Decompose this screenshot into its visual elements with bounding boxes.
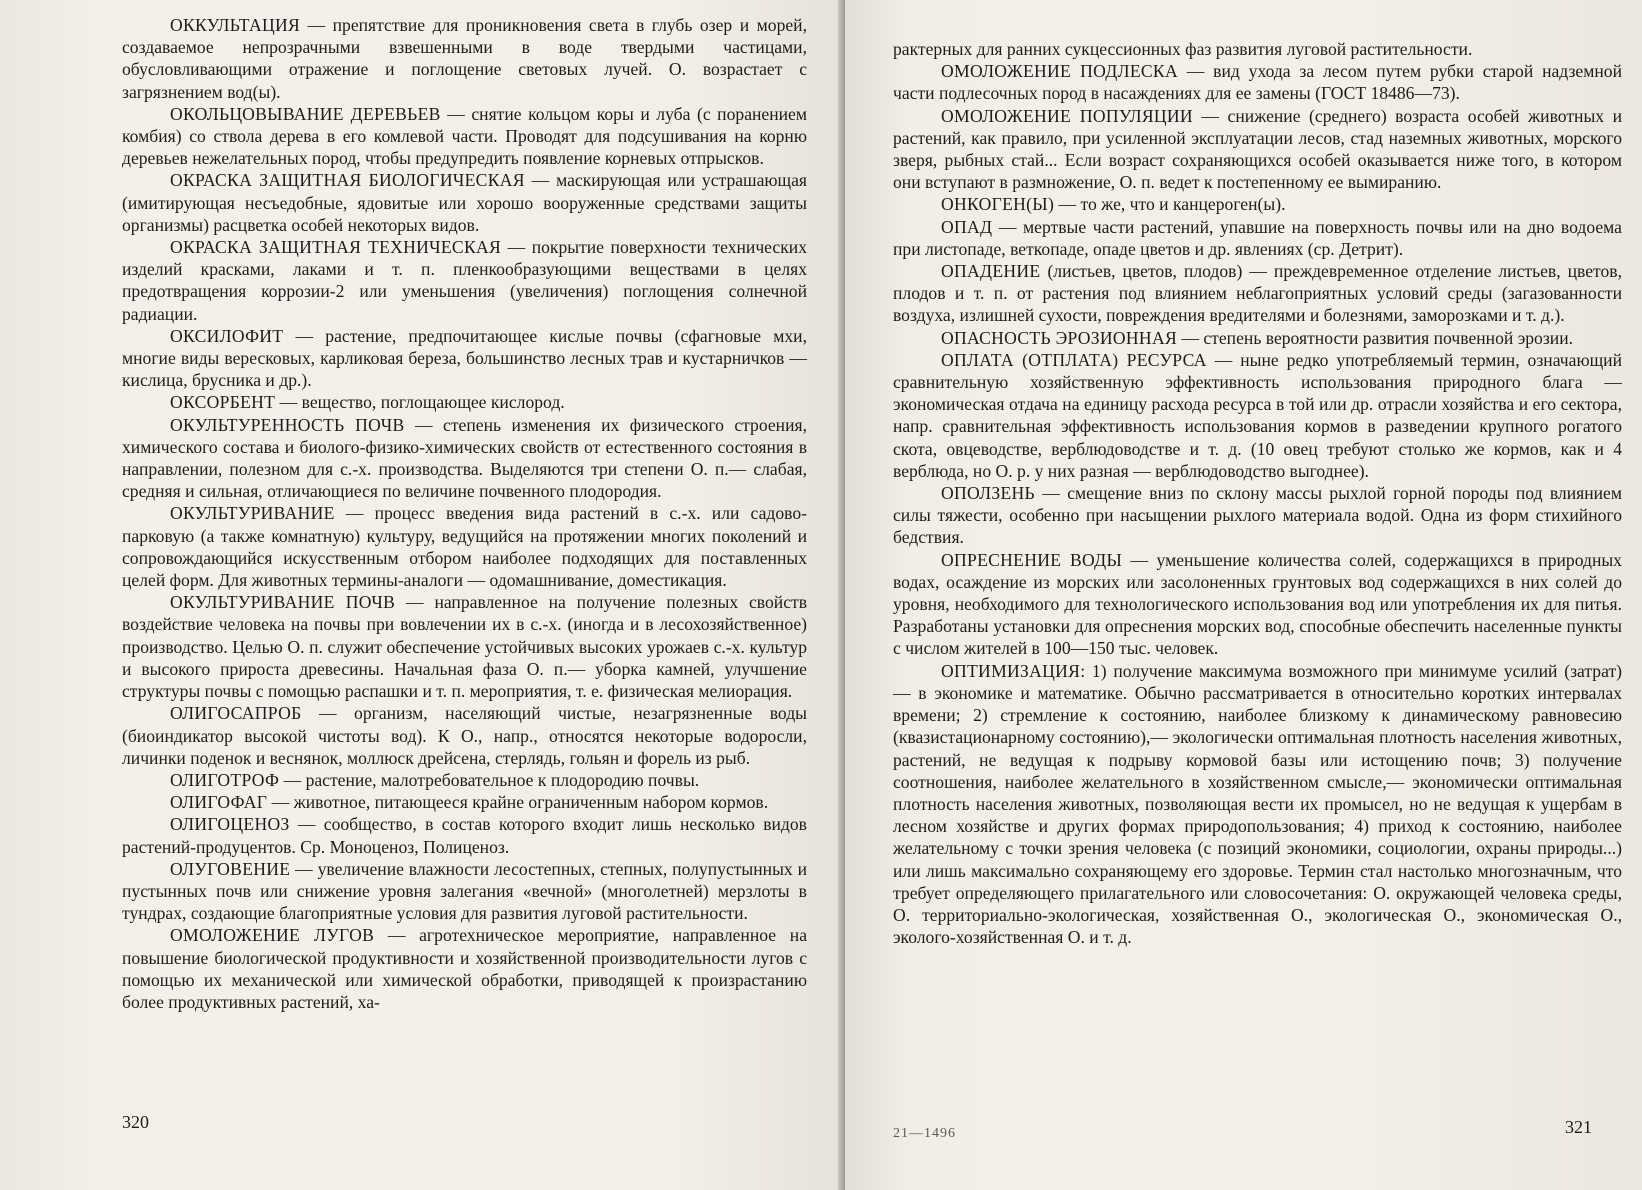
entry-term: ОПАДЕНИЕ [941, 261, 1041, 282]
entry-definition: — мертвые части растений, упавшие на поверхность почвы или на дно водоема при листопаде, веткопаде, опаде цветов и др. явлениях (ср. Детрит). [893, 216, 1622, 259]
entry-definition: — организм, населяющий чистые, незагрязненные воды (биоиндикатор высокой чистоты вод). К О., напр., относятся некоторые водоросли, личинки поденок и веснянок, моллюск дрейсена, стерлядь, гольян и форель из рыб. [122, 703, 807, 768]
right-page-text [893, 38, 1622, 948]
entry-term: ОНКОГЕН(Ы) [941, 194, 1055, 215]
entry-term: ОКУЛЬТУРЕННОСТЬ ПОЧВ [170, 414, 405, 435]
page-number: 320 [122, 1112, 149, 1132]
entry-definition: (листьев, цветов, плодов) — преждевременное отделение листьев, цветов, плодов и т. п. от растения под влиянием неблагоприятных условий среды (загазованности воздуха, излишней сухости, повреждения вредителями и болезнями, заморозками и т. д.). [893, 261, 1622, 326]
entry-term: ОПЛАТА (ОТПЛАТА) РЕСУРСА [941, 349, 1207, 370]
entry-term: ОКРАСКА ЗАЩИТНАЯ БИОЛОГИЧЕСКАЯ [170, 170, 525, 191]
entry-term: ОЛУГОВЕНИЕ [170, 858, 291, 879]
entry-term: ОПОЛЗЕНЬ [941, 483, 1035, 504]
dictionary-entry [122, 169, 807, 236]
entry-term: ОКРАСКА ЗАЩИТНАЯ ТЕХНИЧЕСКАЯ [170, 237, 502, 258]
dictionary-entry [893, 327, 1622, 349]
dictionary-entry [122, 103, 807, 170]
entry-definition: — маскирующая или устрашающая (имитирующая несъедобные, ядовитые или хорошо вооруженные средствами защиты организмы) расцветка особей некоторых видов. [122, 170, 807, 235]
dictionary-entry [122, 14, 807, 103]
entry-term: ОЛИГОЦЕНОЗ [170, 814, 290, 835]
entry-definition: — увеличение влажности лесостепных, степных, полупустынных и пустынных почв или снижение уровня залегания «вечной» (многолетней) мерзлоты в тундрах, создающие благоприятные условия для развития луговой растительности. [122, 858, 807, 924]
entry-definition: — агротехническое мероприятие, направленное на повышение биологической продуктивности и хозяйственной производительности лугов с помощью их механической или химической обработки, приводящей к произрастанию более продуктивных растений, ха- [122, 925, 808, 1012]
entry-definition: — то же, что и канцероген(ы). [1054, 194, 1286, 215]
right-page [845, 0, 1642, 1190]
entry-definition: — снижение (среднего) возраста особей животных и растений, как правило, при усиленной эксплуатации лесов, стад наземных животных, морского зверя, рыбных стай... Если возраст сохраняющихся особей оказывается ниже того, в котором они вступают в размножение, О. п. ведет к постепенному ее вымиранию. [893, 105, 1622, 193]
left-page-text [122, 14, 807, 1013]
entry-definition: : 1) получение максимума возможного при минимуме усилий (затрат) — в экономике и математике. Обычно рассматривается в относительно коротких интервалах времени; 2) стремление к состоянию, наиболее близкому к динамическому равновесию (квазистационарному состоянию),— экологически оптимальная плотность населения животных, растений, не ведущая к подрыву кормовой базы или истощению почв; 3) получение соотношения, наиболее желательного в хозяйственном смысле,— экономически оптимальная плотность населения животных, позволяющая вести их промысел, но не ведущая к ущербам в лесном хозяйстве и других формах природопользования; 4) приход к состоянию, наиболее желательному с точки зрения человека (с позиций экономики, социологии, охраны природы...) или лишь максимально сохраняющему его здоровье. Термин стал настолько многозначным, что требует определяющего прилагательного или словосочетания: О. окружающей человека среды, О. территориально-экологическая, хозяйственная О., экологическая О., экономическая О., эколого-хозяйственная О. и т. д. [893, 660, 1622, 948]
dictionary-entry [122, 591, 807, 702]
entry-term: ОКУЛЬТУРИВАНИЕ ПОЧВ [170, 592, 396, 613]
entry-definition: — вид ухода за лесом путем рубки старой надземной части подлесочных пород в насаждениях для ее замены (ГОСТ 18486—73). [893, 61, 1622, 104]
entry-term: ОПРЕСНЕНИЕ ВОДЫ [941, 549, 1123, 570]
entry-definition: — степень вероятности развития почвенной эрозии. [1176, 327, 1574, 348]
dictionary-entry [122, 391, 807, 413]
entry-term: ОПТИМИЗАЦИЯ [941, 660, 1081, 681]
entry-definition: — ныне редко употребляемый термин, означающий сравнительную хозяйственную эффективность использования природного блага — экономическая отдача на единицу расхода ресурса в той или др. отрасли хозяйства и его сектора, напр. сравнительная эффективность использования кормов в разведении крупного рогатого скота, овцеводстве, верблюдоводстве и т. д. (10 овец требуют столько же кормов, как и 4 верблюда, но О. р. у них разная — верблюдоводство выгоднее). [893, 349, 1622, 481]
entry-term: ОМОЛОЖЕНИЕ ПОДЛЕСКА [941, 61, 1178, 82]
dictionary-entry [122, 769, 807, 791]
dictionary-entry [893, 660, 1622, 949]
entry-term: ОЛИГОФАГ [170, 792, 268, 813]
entry-term: ОККУЛЬТАЦИЯ [170, 15, 301, 35]
dictionary-entry [122, 414, 807, 503]
entry-term: ОКОЛЬЦОВЫВАНИЕ ДЕРЕВЬЕВ [170, 103, 441, 124]
entry-definition: — покрытие поверхности технических изделий красками, лаками и т. п. пленкообразующими веществами в целях предотвращения коррозии-2 или уменьшения (увеличения) поглощения солнечной радиации. [122, 237, 808, 324]
dictionary-entry [122, 236, 807, 325]
dictionary-entry [893, 549, 1622, 660]
entry-term: ОПАСНОСТЬ ЭРОЗИОННАЯ [941, 327, 1177, 348]
entry-definition: — вещество, поглощающее кислород. [275, 392, 565, 413]
dictionary-entry [122, 325, 807, 392]
dictionary-entry [122, 791, 807, 813]
dictionary-entry [122, 813, 807, 857]
dictionary-entry [122, 924, 807, 1013]
entry-definition: — снятие кольцом коры и луба (с поранением комбия) со ствола дерева в его комлевой части. Проводят для подсушивания на корню деревьев нежелательных пород, чтобы предупредить появление корневых отпрысков. [122, 103, 807, 169]
entry-definition: — уменьшение количества солей, содержащихся в природных водах, осаждение из морских или засолоненных грунтовых вод содержащихся в них солей до уровня, необходимого для технологического использования вод или употребления их для питья. Разработаны установки для опреснения морских вод, способные обеспечить населенные пункты с числом жителей в 100—150 тыс. человек. [893, 549, 1622, 659]
entry-definition: — препятствие для проникновения света в глубь озер и морей, создаваемое непрозрачными взвешенными в воде твердыми частицами, обусловливающими отражение и поглощение световых лучей. О. возрастает с загрязнением вод(ы). [122, 15, 807, 102]
entry-term: ОПАД [941, 216, 993, 237]
dictionary-entry [893, 482, 1622, 549]
entry-definition: — направленное на получение полезных свойств воздействие человека на почвы при вовлечении их в с.-х. (иногда и в лесохозяйственное) производство. Целью О. п. служит обеспечение устойчивых высоких урожаев с.-х. культур и высокого прироста древесины. Начальная фаза О. п.— уборка камней, улучшение структуры почвы с помощью распашки и т. п. мероприятия, т. е. физическая мелиорация. [122, 592, 808, 702]
dictionary-entry [893, 260, 1622, 327]
entry-definition: — смещение вниз по склону массы рыхлой горной породы под влиянием силы тяжести, особенно при насыщении рыхлого материала водой. Одна из форм стихийного бедствия. [893, 483, 1622, 548]
entry-term: ОМОЛОЖЕНИЕ ПОПУЛЯЦИИ [941, 105, 1193, 126]
dictionary-entry [893, 216, 1622, 260]
dictionary-entry [893, 349, 1622, 482]
entry-term: ОЛИГОСАПРОБ [170, 703, 302, 724]
entry-term: ОКУЛЬТУРИВАНИЕ [170, 503, 335, 524]
entry-definition: — степень изменения их физического строения, химического состава и биолого-физико-химических свойств от естественного состояния в направлении, полезном для с.-х. производства. Выделяются три степени О. п.— слабая, средняя и сильная, отличающиеся по величине почвенного плодородия. [122, 414, 808, 502]
entry-term: ОКСИЛОФИТ [170, 325, 284, 346]
page-number: 321 [1565, 1117, 1592, 1137]
entry-term: ОКСОРБЕНТ [170, 392, 276, 413]
entry-definition: — процесс введения вида растений в с.-х. или садово-парковую (а также комнатную) культуру, ведущийся на протяжении многих поколений и сопровождающийся искусственным отбором наиболее подходящих для поставленных целей форм. Для животных термины-аналоги — одомашнивание, доместикация. [122, 503, 807, 591]
entry-definition: — животное, питающееся крайне ограниченным набором кормов. [267, 792, 769, 813]
dictionary-entry [893, 60, 1622, 104]
dictionary-entry [893, 105, 1622, 194]
dictionary-entry [893, 193, 1622, 215]
dictionary-entry [122, 502, 807, 591]
entry-definition: — растение, предпочитающее кислые почвы (сфагновые мхи, многие виды вересковых, карликовая береза, большинство лесных трав и кустарничков — кислица, брусника и др.). [122, 325, 807, 391]
printer-signature: 21—1496 [893, 1126, 956, 1141]
entry-definition: — сообщество, в состав которого входит лишь несколько видов растений-продуцентов. Ср. Моноценоз, Полиценоз. [122, 814, 807, 857]
entry-term: ОЛИГОТРОФ [170, 769, 280, 790]
entry-definition: — растение, малотребовательное к плодородию почвы. [279, 769, 700, 790]
dictionary-entry [122, 702, 807, 769]
entry-term: ОМОЛОЖЕНИЕ ЛУГОВ [170, 925, 375, 946]
dictionary-entry [122, 858, 807, 925]
continued-text: рактерных для ранних сукцессионных фаз развития луговой растительности. [893, 39, 1473, 59]
